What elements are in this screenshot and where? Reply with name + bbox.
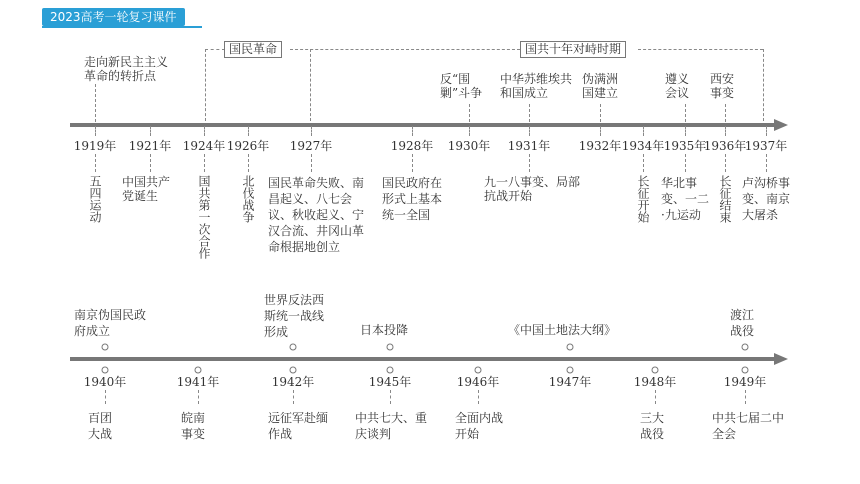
tick-circle: [102, 344, 109, 351]
period-ten-years: 国共十年对峙时期: [520, 41, 626, 58]
period-bracket-line: [290, 49, 520, 50]
year-1947: 1947年: [548, 375, 592, 389]
year-1937: 1937年: [744, 139, 788, 153]
timeline-axis-1: [70, 123, 776, 127]
event-civil-war: 全面内战开始: [455, 411, 504, 441]
tick: [725, 126, 726, 136]
event-yangtze: 渡江战役: [730, 308, 755, 338]
tick: [600, 126, 601, 136]
connector: [204, 154, 205, 172]
tick: [766, 126, 767, 136]
tick-circle: [742, 344, 749, 351]
year-1934: 1934年: [621, 139, 665, 153]
tick: [685, 126, 686, 136]
connector: [95, 154, 96, 172]
year-1935: 1935年: [663, 139, 707, 153]
connector: [150, 154, 151, 172]
year-1930: 1930年: [447, 139, 491, 153]
event-burma: 远征军赴缅作战: [268, 411, 329, 441]
connector: [643, 154, 644, 172]
course-tag: 2023高考一轮复习课件: [42, 8, 185, 26]
event-japan-surrender: 日本投降: [360, 323, 409, 337]
year-1946: 1946年: [456, 375, 500, 389]
connector: [248, 154, 249, 172]
tick-circle: [567, 344, 574, 351]
year-1941: 1941年: [176, 375, 220, 389]
event-long-march-end: 长征结束: [718, 175, 732, 223]
year-1928: 1928年: [390, 139, 434, 153]
year-1942: 1942年: [271, 375, 315, 389]
event-hundred-regiments: 百团大战: [88, 411, 113, 441]
connector: [198, 390, 199, 404]
year-1940: 1940年: [83, 375, 127, 389]
period-bracket-mid: [310, 49, 311, 121]
year-1924: 1924年: [182, 139, 226, 153]
tick-circle: [290, 344, 297, 351]
year-1948: 1948年: [633, 375, 677, 389]
event-northern-expedition: 北伐战争: [241, 175, 255, 223]
period-bracket-right: [763, 49, 764, 121]
tick: [469, 126, 470, 136]
connector: [478, 390, 479, 404]
tick: [150, 126, 151, 136]
header-underline: [42, 26, 202, 28]
tick-circle: [387, 344, 394, 351]
event-soviet-republic: 中华苏维埃共和国成立: [500, 72, 573, 100]
year-1932: 1932年: [578, 139, 622, 153]
tick: [311, 126, 312, 136]
event-anti-encirclement: 反“围剿”斗争: [440, 72, 483, 100]
event-marco-polo: 卢沟桥事变、南京大屠杀: [742, 176, 791, 222]
timeline-axis-2: [70, 357, 776, 361]
event-ccp-founding: 中国共产党诞生: [122, 175, 171, 203]
event-sep18: 九一八事变、局部抗战开始: [484, 175, 581, 203]
year-1931: 1931年: [507, 139, 551, 153]
connector: [745, 390, 746, 404]
connector: [95, 84, 96, 122]
tick: [643, 126, 644, 136]
year-1936: 1936年: [703, 139, 747, 153]
tick: [412, 126, 413, 136]
period-national-revolution: 国民革命: [224, 41, 282, 58]
connector: [685, 104, 686, 122]
period-bracket-left: [205, 49, 206, 121]
tick: [248, 126, 249, 136]
event-land-law: 《中国土地法大纲》: [508, 323, 617, 337]
tick: [95, 126, 96, 136]
event-nationalist-unify: 国民政府在形式上基本统一全国: [382, 176, 443, 222]
year-1945: 1945年: [368, 375, 412, 389]
year-1949: 1949年: [723, 375, 767, 389]
event-zunyi: 遵义会议: [665, 72, 690, 100]
connector: [469, 104, 470, 122]
connector: [529, 104, 530, 122]
event-turning-point: 走向新民主主义革命的转折点: [84, 55, 169, 83]
tick: [529, 126, 530, 136]
connector: [390, 390, 391, 404]
connector: [529, 154, 530, 172]
event-wang-regime: 南京伪国民政府成立: [74, 308, 147, 338]
year-1919: 1919年: [73, 139, 117, 153]
year-1927: 1927年: [289, 139, 333, 153]
year-1921: 1921年: [128, 139, 172, 153]
connector: [311, 154, 312, 172]
event-xian: 西安事变: [710, 72, 735, 100]
connector: [293, 390, 294, 404]
event-united-front: 世界反法西斯统一战线形成: [264, 293, 325, 339]
connector: [655, 390, 656, 404]
connector: [725, 154, 726, 172]
period-bracket-line: [638, 49, 763, 50]
connector: [600, 104, 601, 122]
event-seventh-congress: 中共七大、重庆谈判: [355, 411, 428, 441]
connector: [725, 104, 726, 122]
event-three-campaigns: 三大战役: [640, 411, 665, 441]
tick: [204, 126, 205, 136]
connector: [412, 154, 413, 172]
timeline-arrow-2: [774, 353, 788, 365]
connector: [105, 390, 106, 404]
event-manchukuo: 伪满洲国建立: [582, 72, 619, 100]
year-1926: 1926年: [226, 139, 270, 153]
event-wannan: 皖南事变: [181, 411, 206, 441]
connector: [766, 154, 767, 172]
event-1927-failure: 国民革命失败、南昌起义、八七会议、秋收起义、宁汉合流、井冈山革命根据地创立: [268, 176, 365, 254]
period-bracket-line: [205, 49, 225, 50]
event-may-fourth: 五四运动: [88, 175, 102, 223]
event-second-plenum: 中共七届二中全会: [712, 411, 785, 441]
timeline-arrow-1: [774, 119, 788, 131]
event-first-coop: 国共第一次合作: [197, 175, 211, 259]
event-long-march-start: 长征开始: [636, 175, 650, 223]
event-north-china: 华北事变、一二·九运动: [661, 176, 710, 222]
connector: [685, 154, 686, 172]
